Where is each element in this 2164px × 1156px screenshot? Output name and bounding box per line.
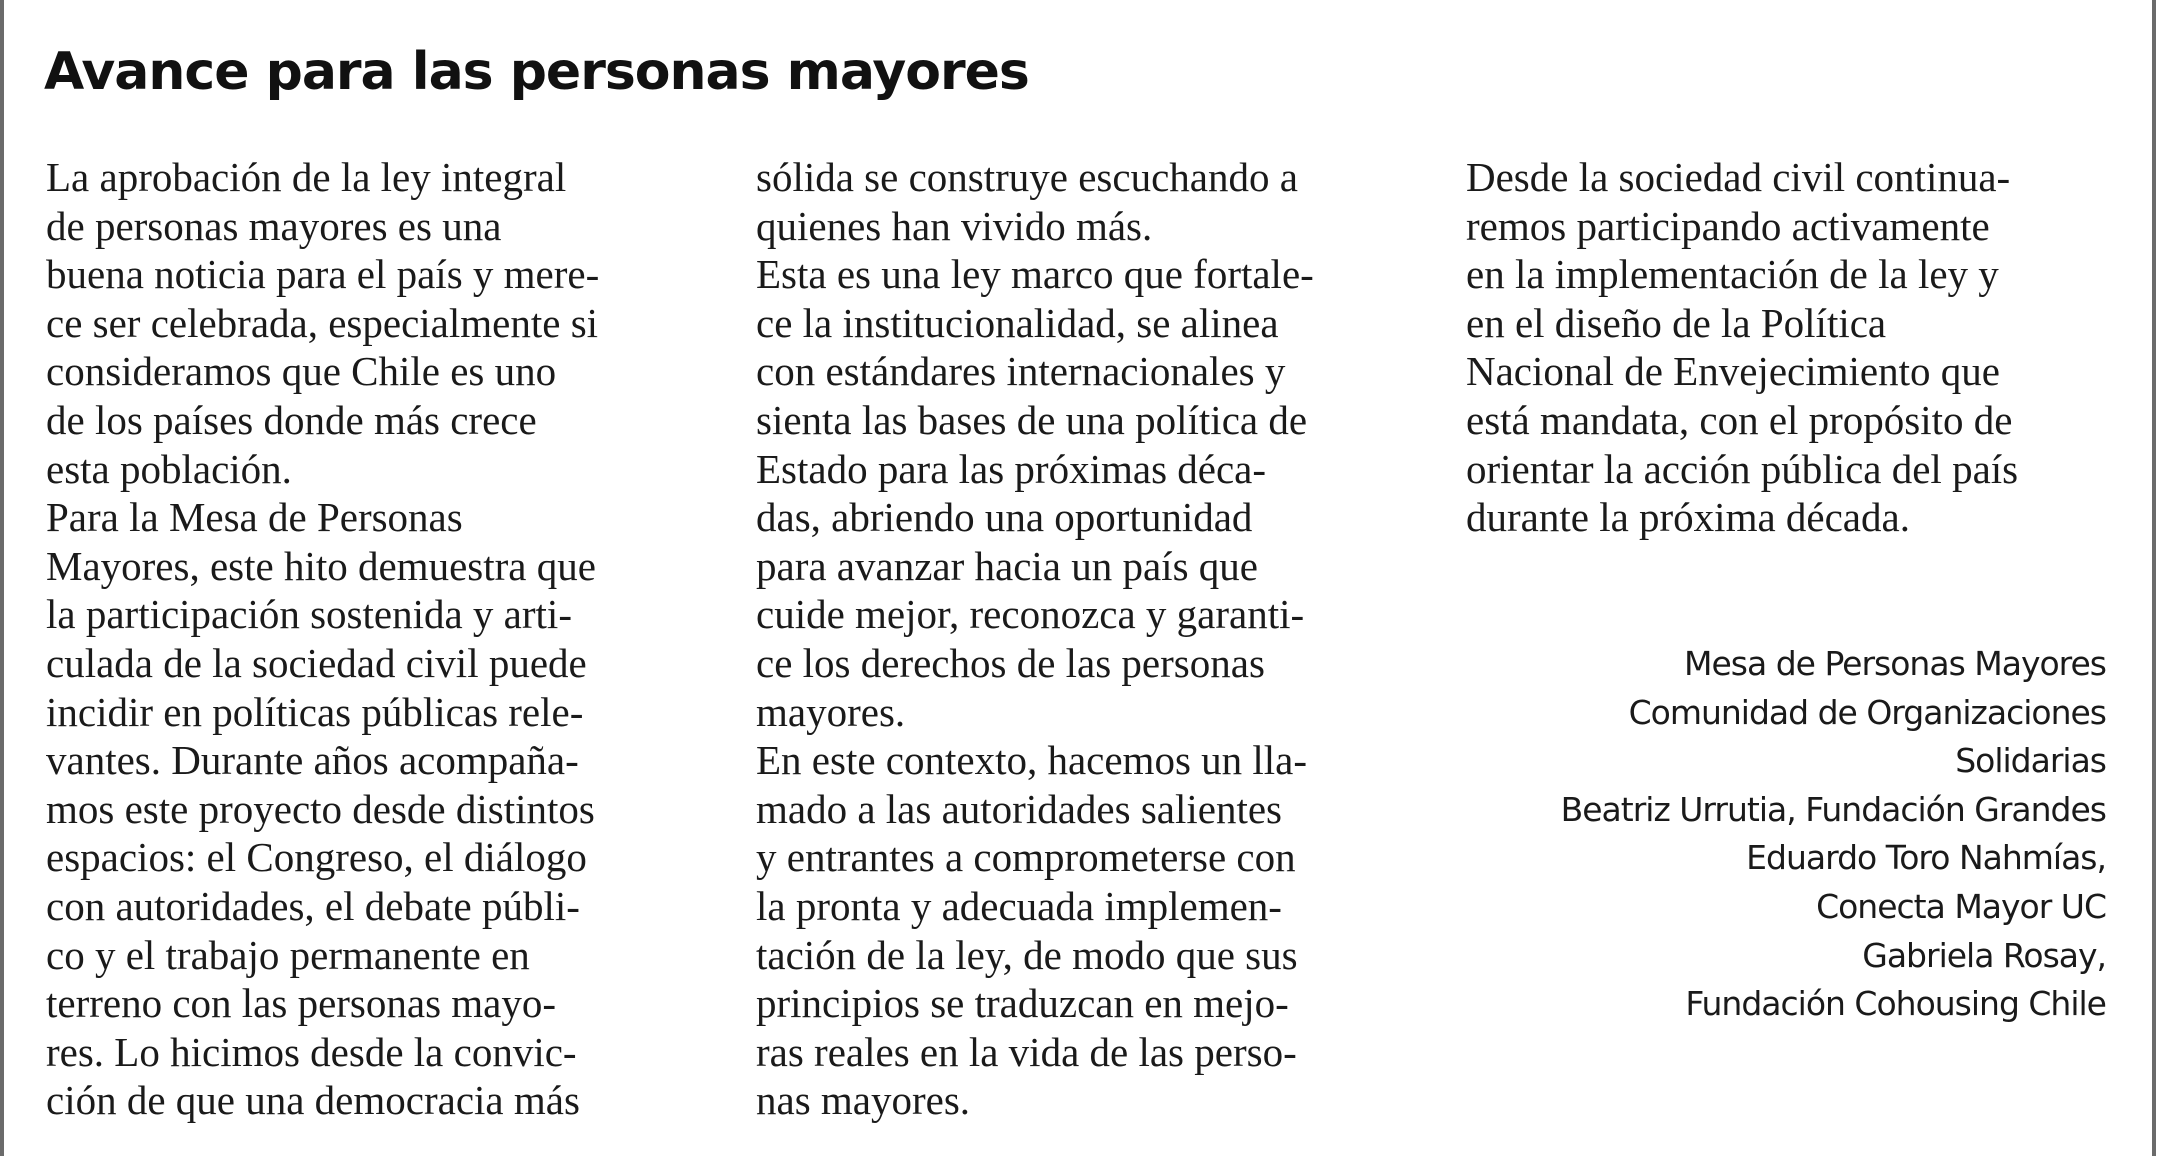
text-line: sienta las bases de una política de	[756, 396, 1308, 443]
text-line: Mayores, este hito demuestra que	[46, 542, 596, 589]
text-line: orientar la acción pública del país	[1466, 445, 2019, 492]
text-line: en el diseño de la Política	[1466, 299, 1887, 346]
text-line: quienes han vivido más.	[756, 202, 1153, 249]
text-line: nas mayores.	[756, 1077, 971, 1124]
text-line: la participación sostenida y arti-	[46, 591, 572, 638]
article-column-1	[46, 153, 599, 1125]
text-line: y entrantes a comprometerse con	[756, 834, 1296, 881]
signature-line: Fundación Cohousing Chile	[1685, 984, 2106, 1024]
text-line: en la implementación de la ley y	[1466, 251, 1999, 298]
text-line: Para la Mesa de Personas	[46, 494, 463, 541]
text-line: Desde la sociedad civil continua-	[1466, 154, 2011, 200]
text-line: Estado para las próximas déca-	[756, 445, 1267, 492]
text-line: co y el trabajo permanente en	[46, 931, 530, 978]
article-title: Avance para las personas mayores	[44, 42, 1029, 102]
signature-line: Conecta Mayor UC	[1816, 886, 2106, 926]
signature-line: Comunidad de Organizaciones	[1628, 692, 2106, 732]
signature-block	[1561, 640, 2106, 1029]
text-line: consideramos que Chile es uno	[46, 348, 557, 395]
text-line: vantes. Durante años acompaña-	[46, 737, 579, 784]
text-line: espacios: el Congreso, el diálogo	[46, 834, 587, 881]
article-column-2	[756, 153, 1314, 1125]
signature-line: Beatriz Urrutia, Fundación Grandes	[1560, 789, 2106, 829]
text-line: principios se traduzcan en mejo-	[756, 980, 1289, 1027]
text-line: incidir en políticas públicas rele-	[46, 688, 584, 735]
article-column-3	[1466, 153, 2018, 542]
text-line: Nacional de Envejecimiento que	[1466, 348, 2000, 395]
text-line: de personas mayores es una	[46, 202, 502, 249]
text-line: mayores.	[756, 688, 906, 735]
text-line: tación de la ley, de modo que sus	[756, 931, 1298, 978]
text-line: ción de que una democracia más	[46, 1077, 580, 1124]
text-line: remos participando activamente	[1466, 202, 1990, 249]
text-line: Esta es una ley marco que fortale-	[756, 251, 1314, 298]
text-line: para avanzar hacia un país que	[756, 542, 1258, 589]
text-line: cuide mejor, reconozca y garanti-	[756, 591, 1305, 638]
text-line: mos este proyecto desde distintos	[46, 785, 595, 832]
text-line: La aprobación de la ley integral	[46, 154, 567, 200]
text-line: ras reales en la vida de las perso-	[756, 1028, 1297, 1075]
text-line: de los países donde más crece	[46, 396, 537, 443]
text-line: ce los derechos de las personas	[756, 639, 1265, 686]
signature-line: Eduardo Toro Nahmías,	[1746, 838, 2106, 878]
text-line: res. Lo hicimos desde la convic-	[46, 1028, 577, 1075]
text-line: sólida se construye escuchando a	[756, 154, 1298, 200]
signature-line: Mesa de Personas Mayores	[1684, 644, 2106, 683]
text-line: con estándares internacionales y	[756, 348, 1286, 395]
text-line: das, abriendo una oportunidad	[756, 494, 1253, 541]
text-line: terreno con las personas mayo-	[46, 980, 557, 1027]
text-line: durante la próxima década.	[1466, 494, 1910, 541]
text-line: ce ser celebrada, especialmente si	[46, 299, 599, 346]
text-line: En este contexto, hacemos un lla-	[756, 737, 1308, 784]
text-line: culada de la sociedad civil puede	[46, 639, 587, 686]
text-line: con autoridades, el debate públi-	[46, 882, 580, 929]
text-line: buena noticia para el país y mere-	[46, 251, 600, 298]
signature-line: Gabriela Rosay,	[1862, 935, 2106, 975]
signature-line: Solidarias	[1955, 741, 2106, 781]
text-line: mado a las autoridades salientes	[756, 785, 1282, 832]
text-line: la pronta y adecuada implemen-	[756, 882, 1282, 929]
text-line: esta población.	[46, 445, 292, 492]
text-line: ce la institucionalidad, se alinea	[756, 299, 1279, 346]
text-line: está mandata, con el propósito de	[1466, 396, 2013, 443]
